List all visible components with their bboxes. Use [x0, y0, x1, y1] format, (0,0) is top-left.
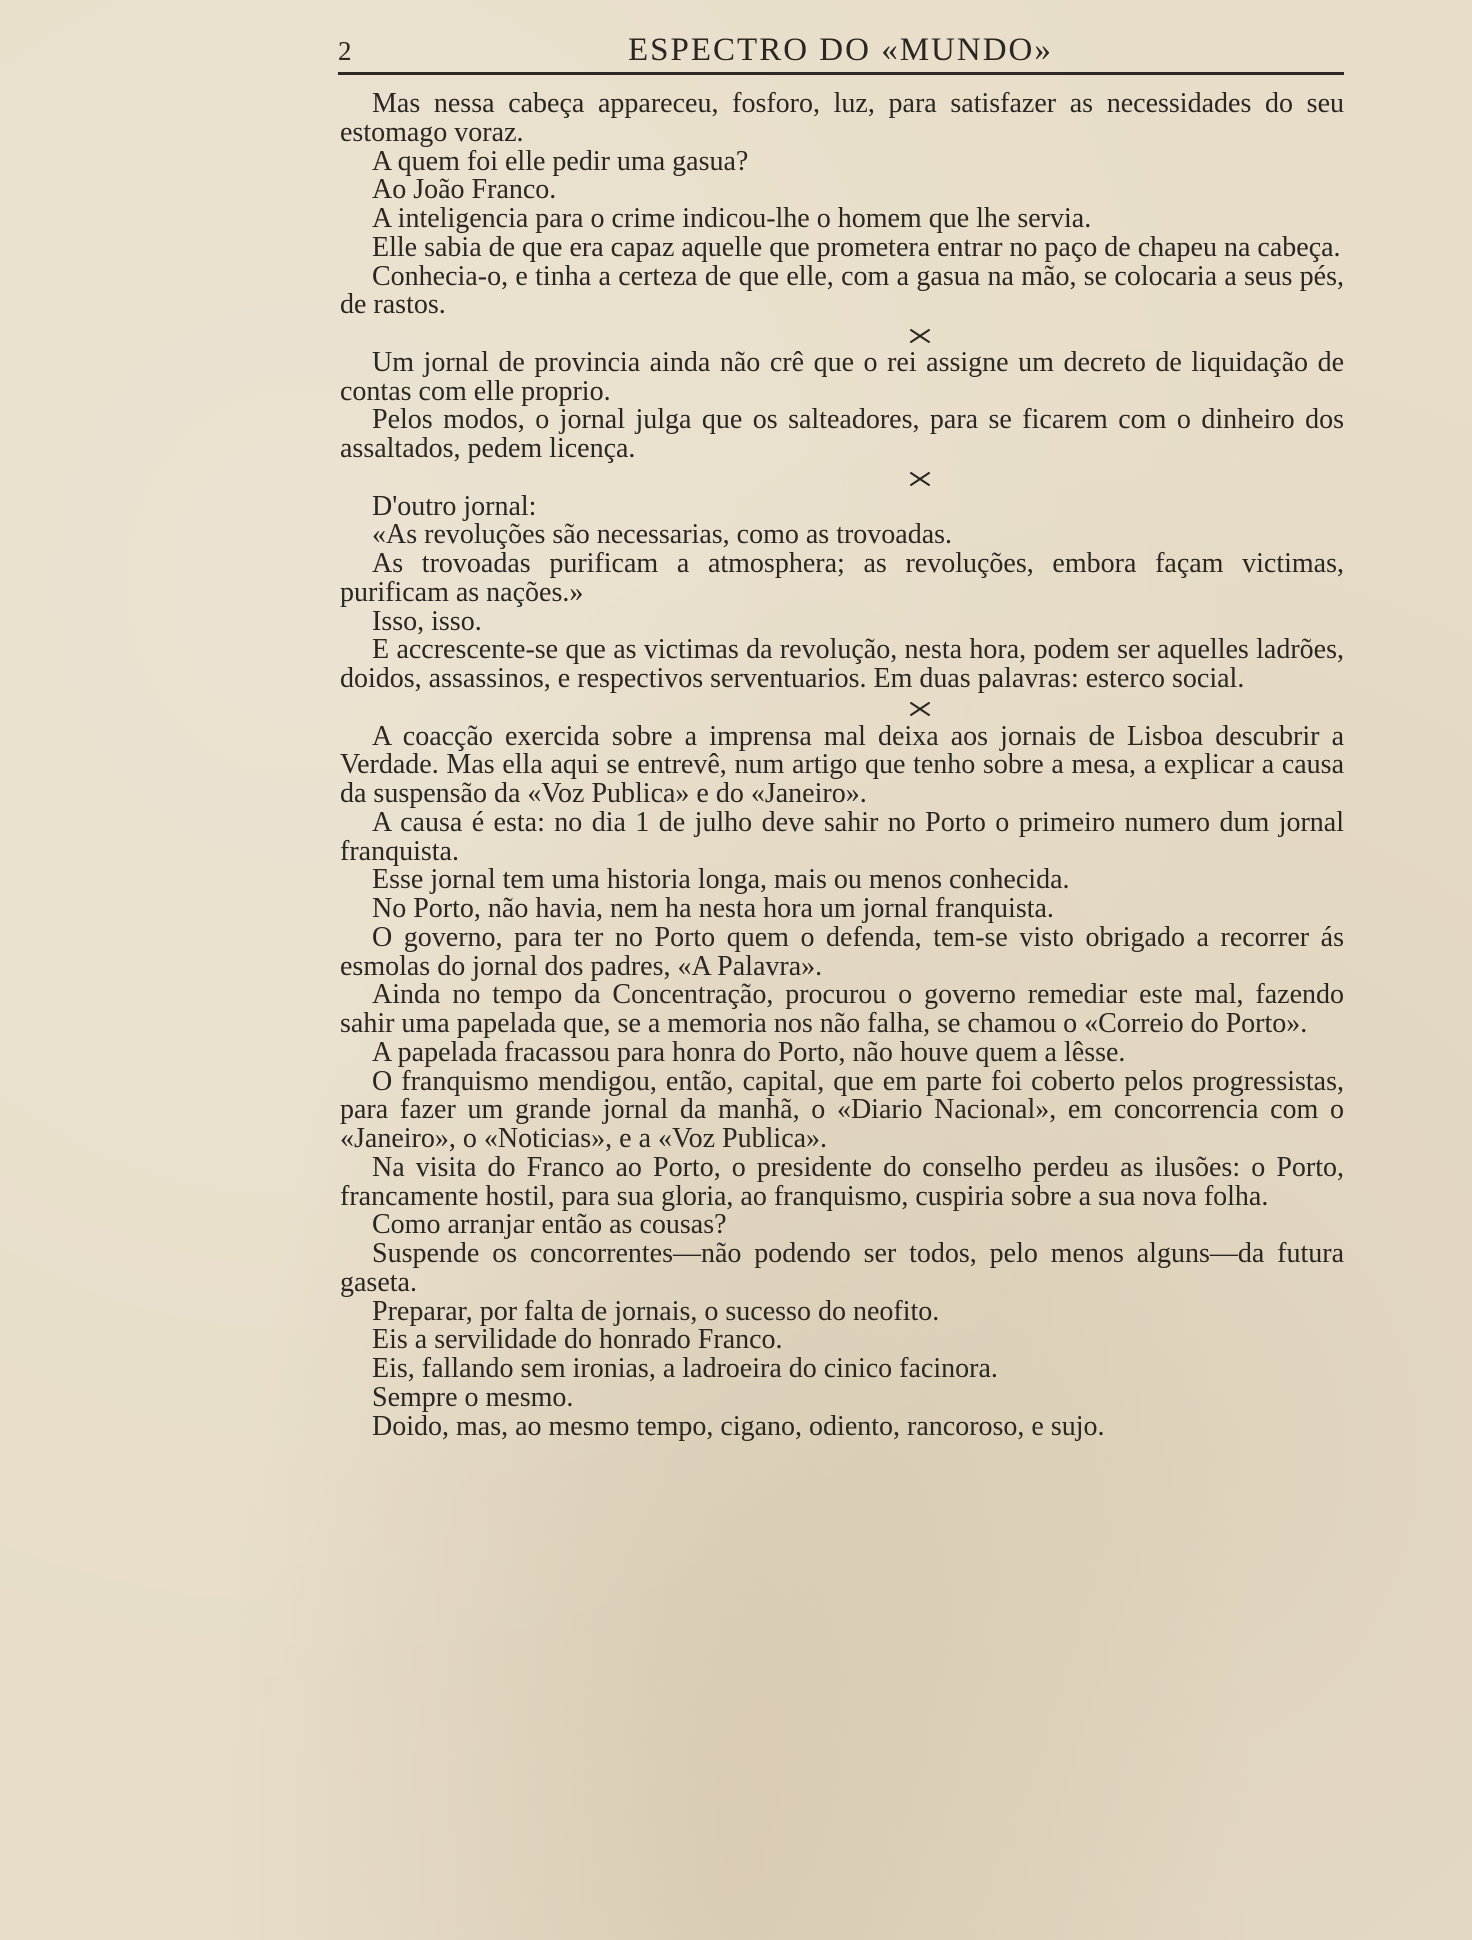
paragraph: Suspende os concorrentes—não podendo ser todos, pelo menos alguns—da futura gaseta. — [340, 1238, 1344, 1298]
cross-separator-icon — [908, 471, 932, 487]
paragraph: Como arranjar então as cousas? — [372, 1209, 727, 1241]
section-separator — [340, 694, 1344, 723]
paragraph: Conhecia-o, e tinha a certeza de que elle, com a gasua na mão, se colocaria a seus pés, de rastos. — [340, 260, 1344, 321]
paragraph: A quem foi elle pedir uma gasua? — [372, 145, 749, 177]
paragraph: Pelos modos, o jornal julga que os salteadores, para se ficarem com o dinheiro dos assaltados, pedem licença. — [340, 404, 1344, 464]
paragraph: Na visita do Franco ao Porto, o presidente do conselho perdeu as ilusões: o Porto, francamente hostil, para sua gloria, ao franquismo, cuspiria sobre a sua nova folha. — [340, 1151, 1344, 1212]
paragraph: A papelada fracassou para honra do Porto, não houve quem a lêsse. — [372, 1036, 1126, 1068]
paragraph: Elle sabia de que era capaz aquelle que prometera entrar no paço de chapeu na cabeça. — [372, 231, 1341, 263]
paragraph: Mas nessa cabeça appareceu, fosforo, luz, para satisfazer as necessidades do seu estomago voraz. — [340, 88, 1344, 148]
paragraph: A coacção exercida sobre a imprensa mal deixa aos jornais de Lisboa descubrir a Verdade. Mas ella aqui se entrevê, num artigo que tenho sobre a mesa, a explicar a causa da suspensão da «Voz Publica» e do «Janeiro». — [340, 720, 1344, 809]
paragraph: «As revoluções são necessarias, como as trovoadas. — [372, 519, 953, 551]
paragraph: Isso, isso. — [372, 605, 482, 637]
paragraph: A inteligencia para o crime indicou-lhe o homem que lhe servia. — [372, 203, 1092, 234]
paragraph: A causa é esta: no dia 1 de julho deve sahir no Porto o primeiro numero dum jornal franquista. — [340, 806, 1344, 867]
paragraph: O governo, para ter no Porto quem o defenda, tem-se visto obrigado a recorrer ás esmolas do jornal dos padres, «A Palavra». — [340, 921, 1344, 982]
paragraph: Doido, mas, ao mesmo tempo, cigano, odiento, rancoroso, e sujo. — [372, 1410, 1105, 1442]
page-header — [338, 28, 1344, 76]
paragraph: Sempre o mesmo. — [372, 1381, 574, 1413]
paragraph: As trovoadas purificam a atmosphera; as revoluções, embora façam victimas, purificam as nações.» — [340, 548, 1344, 608]
section-separator — [340, 464, 1344, 493]
paragraph: Preparar, por falta de jornais, o sucesso do neofito. — [372, 1295, 940, 1327]
paragraph: Esse jornal tem uma historia longa, mais ou menos conhecida. — [372, 864, 1070, 896]
section-separator — [340, 320, 1344, 349]
paragraph: Ainda no tempo da Concentração, procurou o governo remediar este mal, fazendo sahir uma papelada que, se a memoria nos não falha, se chamou o «Correio do Porto». — [340, 979, 1344, 1039]
paragraph: No Porto, não havia, nem ha nesta hora um jornal franquista. — [372, 893, 1054, 924]
paragraph: D'outro jornal: — [372, 490, 537, 522]
paragraph: Eis a servilidade do honrado Franco. — [372, 1324, 783, 1356]
page-number: 2 — [338, 36, 353, 66]
header-rule — [338, 72, 1344, 75]
running-title: ESPECTRO DO «MUNDO» — [628, 32, 1053, 68]
paragraph: E accrescente-se que as victimas da revolução, nesta hora, podem ser aquelles ladrões, doidos, assassinos, e respectivos serventuarios. Em duas palavras: esterco social. — [340, 634, 1344, 694]
paragraph: Um jornal de provincia ainda não crê que o rei assigne um decreto de liquidação de contas com elle proprio. — [340, 346, 1344, 407]
paragraph: O franquismo mendigou, então, capital, que em parte foi coberto pelos progressistas, para fazer um grande jornal da manhã, o «Diario Nacional», em concorrencia com o «Janeiro», o «Noticias», e a «Voz Publica». — [340, 1065, 1344, 1154]
article-body — [340, 90, 1344, 1441]
paragraph: Ao João Franco. — [372, 174, 557, 206]
cross-separator-icon — [908, 328, 932, 344]
paragraph: Eis, fallando sem ironias, a ladroeira do cinico facinora. — [372, 1353, 998, 1384]
cross-separator-icon — [908, 701, 932, 717]
